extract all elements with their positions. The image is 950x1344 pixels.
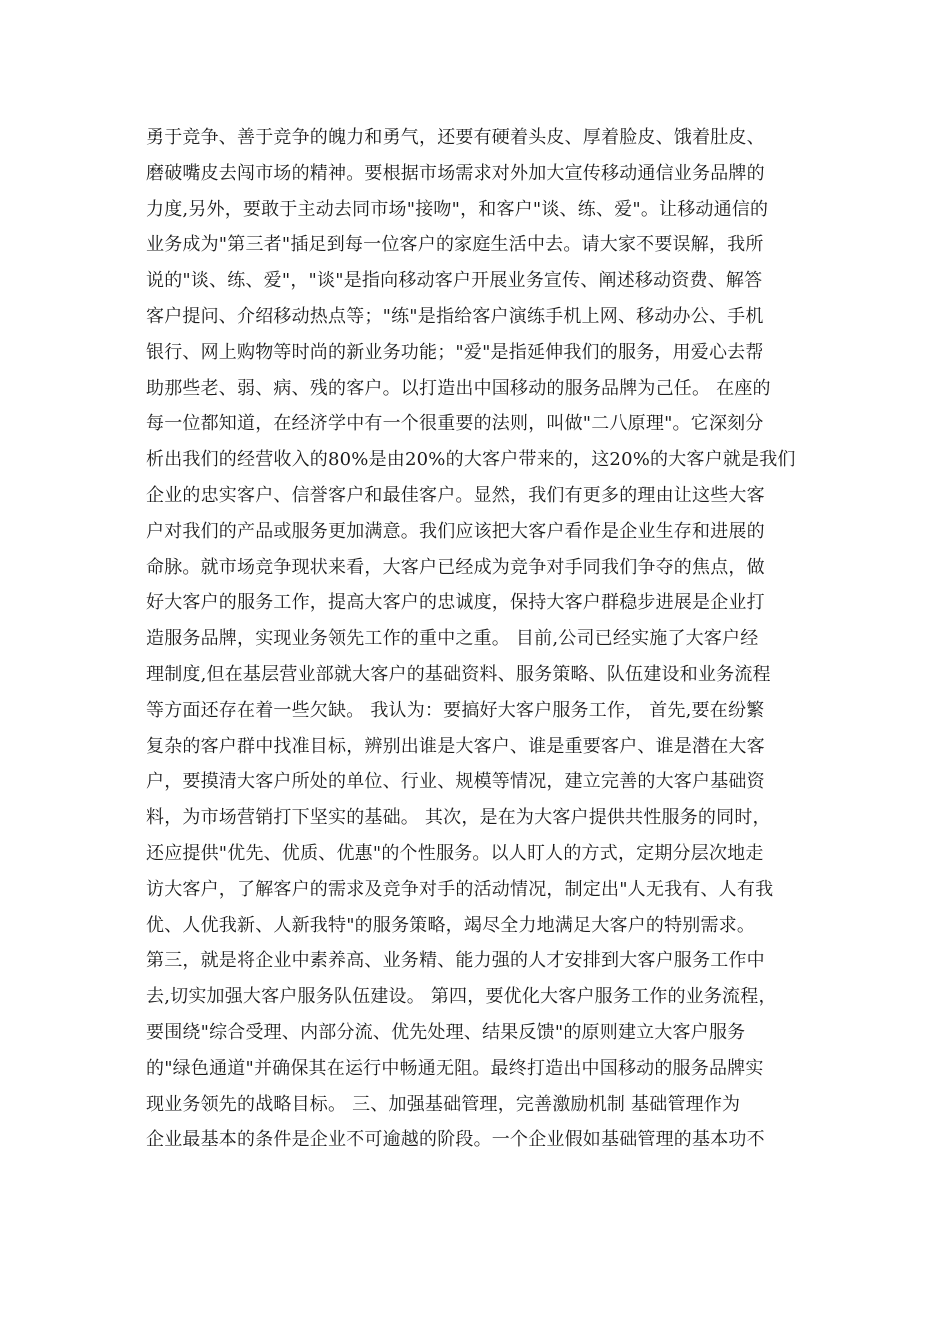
text-line: 磨破嘴皮去闯市场的精神。要根据市场需求对外加大宣传移动通信业务品牌的 bbox=[146, 162, 765, 184]
text-line: 优、人优我新、人新我特"的服务策略，竭尽全力地满足大客户的特别需求。 bbox=[146, 914, 756, 936]
text-line: 业务成为"第三者"插足到每一位客户的家庭生活中去。请大家不要误解，我所 bbox=[146, 234, 764, 256]
text-line: 的"绿色通道"并确保其在运行中畅通无阻。最终打造出中国移动的服务品牌实 bbox=[146, 1057, 764, 1079]
text-line: 理制度,但在基层营业部就大客户的基础资料、服务策略、队伍建设和业务流程 bbox=[146, 663, 771, 685]
body-text bbox=[146, 120, 826, 1158]
text-line: 造服务品牌，实现业务领先工作的重中之重。 目前,公司已经实施了大客户经 bbox=[146, 628, 759, 650]
text-line: 复杂的客户群中找准目标，辨别出谁是大客户、谁是重要客户、谁是潜在大客 bbox=[146, 735, 765, 757]
text-line: 企业最基本的条件是企业不可逾越的阶段。一个企业假如基础管理的基本功不 bbox=[146, 1129, 765, 1151]
text-line: 勇于竞争、善于竞争的魄力和勇气，还要有硬着头皮、厚着脸皮、饿着肚皮、 bbox=[146, 127, 765, 148]
text-line: 料，为市场营销打下坚实的基础。 其次，是在为大客户提供共性服务的同时， bbox=[146, 807, 771, 829]
text-line: 力度,另外，要敢于主动去同市场"接吻"，和客户"谈、练、爱"。让移动通信的 bbox=[146, 198, 769, 220]
text-line: 户，要摸清大客户所处的单位、行业、规模等情况，建立完善的大客户基础资 bbox=[146, 771, 765, 793]
text-line: 每一位都知道，在经济学中有一个很重要的法则，叫做"二八原理"。它深刻分 bbox=[146, 413, 764, 435]
text-line: 还应提供"优先、优质、优惠"的个性服务。以人盯人的方式，定期分层次地走 bbox=[146, 842, 764, 864]
text-line: 好大客户的服务工作，提高大客户的忠诚度，保持大客户群稳步进展是企业打 bbox=[146, 592, 765, 614]
text-line: 析出我们的经营收入的80%是由20%的大客户带来的，这20%的大客户就是我们 bbox=[146, 449, 796, 471]
text-line: 银行、网上购物等时尚的新业务功能；"爱"是指延伸我们的服务，用爱心去帮 bbox=[146, 341, 764, 363]
text-line: 客户提问、介绍移动热点等；"练"是指给客户演练手机上网、移动办公、手机 bbox=[146, 305, 764, 327]
text-line: 企业的忠实客户、信誉客户和最佳客户。显然，我们有更多的理由让这些大客 bbox=[146, 484, 765, 506]
text-line: 现业务领先的战略目标。 三、加强基础管理，完善激励机制 基础管理作为 bbox=[146, 1093, 741, 1115]
text-line: 去,切实加强大客户服务队伍建设。 第四，要优化大客户服务工作的业务流程， bbox=[146, 986, 777, 1008]
text-line: 命脉。就市场竞争现状来看，大客户已经成为竞争对手同我们争夺的焦点，做 bbox=[146, 556, 765, 578]
text-line: 访大客户，了解客户的需求及竞争对手的活动情况，制定出"人无我有、人有我 bbox=[146, 878, 774, 900]
text-line: 要围绕"综合受理、内部分流、优先处理、结果反馈"的原则建立大客户服务 bbox=[146, 1021, 746, 1043]
text-line: 等方面还存在着一些欠缺。 我认为：要搞好大客户服务工作， 首先,要在纷繁 bbox=[146, 699, 765, 721]
text-line: 助那些老、弱、病、残的客户。以打造出中国移动的服务品牌为己任。 在座的 bbox=[146, 377, 771, 399]
text-line: 户对我们的产品或服务更加满意。我们应该把大客户看作是企业生存和进展的 bbox=[146, 520, 765, 542]
text-line: 第三，就是将企业中素养高、业务精、能力强的人才安排到大客户服务工作中 bbox=[146, 950, 765, 972]
text-line: 说的"谈、练、爱"，"谈"是指向移动客户开展业务宣传、阐述移动资费、解答 bbox=[146, 270, 763, 292]
